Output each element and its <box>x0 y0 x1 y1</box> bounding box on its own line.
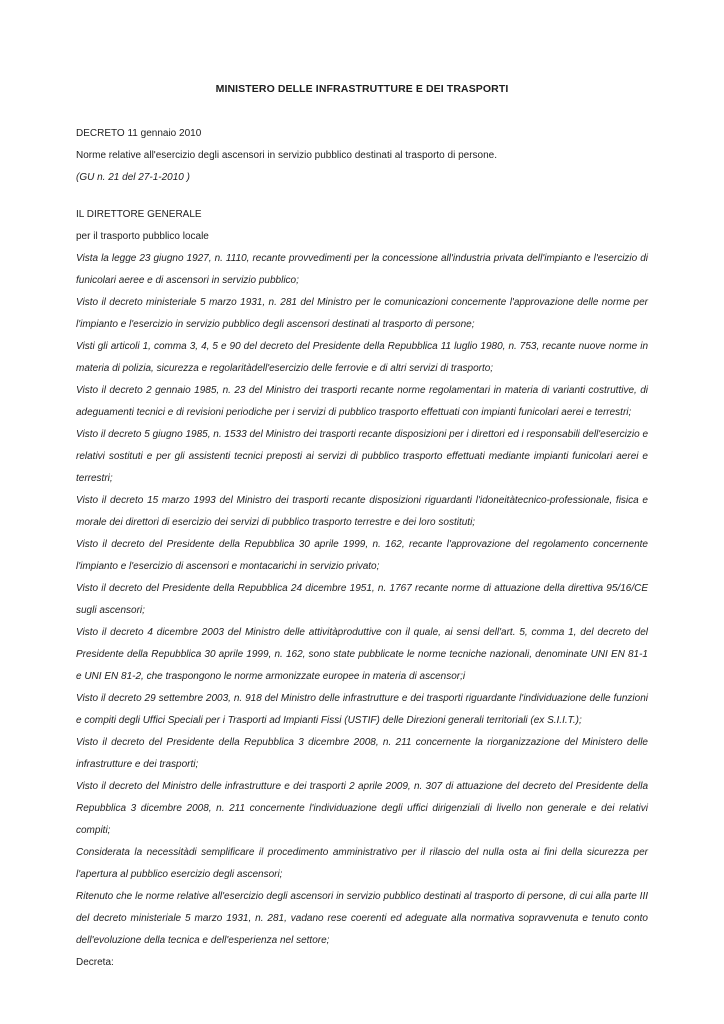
issuer-title: IL DIRETTORE GENERALE <box>76 209 202 220</box>
recital-paragraph: Visto il decreto 29 settembre 2003, n. 918 del Ministro delle infrastrutture e dei trasporti riguardante l'individuazione delle funzioni e compiti degli Uffici Speciali per i Trasporti ad Impianti Fissi (USTIF) delle Direzioni generali territoriali (ex S.I.I.T.); <box>76 693 648 726</box>
issuer-subtitle: per il trasporto pubblico locale <box>76 231 209 242</box>
recital-paragraph: Ritenuto che le norme relative all'esercizio degli ascensori in servizio pubblico destinati al trasporto di persone, di cui alla parte III del decreto ministeriale 5 marzo 1931, n. 281, vadano rese coerenti ed adeguate alla normativa sopravvenuta e tenuto conto dell'evoluzione della tecnica e dell'esperienza nel settore; <box>76 891 648 946</box>
recital-paragraph: Visto il decreto ministeriale 5 marzo 1931, n. 281 del Ministro per le comunicazioni concernente l'approvazione delle norme per l'impianto e l'esercizio in servizio pubblico degli ascensori destinati al trasporto di persone; <box>76 297 648 330</box>
decreta-line: Decreta: <box>76 957 114 968</box>
recital-paragraph: Visto il decreto del Presidente della Repubblica 30 aprile 1999, n. 162, recante l'approvazione del regolamento concernente l'impianto e l'esercizio di ascensori e montacarichi in servizio privato; <box>76 539 648 572</box>
recital-paragraph: Visto il decreto 5 giugno 1985, n. 1533 del Ministro dei trasporti recante disposizioni per i direttori ed i responsabili dell'esercizio e relativi sostituti e per gli assistenti tecnici preposti ai servizi di pubblico trasporto effettuati mediante impianti funicolari aerei e terrestri; <box>76 429 648 484</box>
recital-paragraph: Visto il decreto 15 marzo 1993 del Ministro dei trasporti recante disposizioni riguardanti l'idoneitàtecnico-professionale, fisica e morale dei direttori di esercizio dei servizi di pubblico trasporto terrestre e dei loro sostituti; <box>76 495 648 528</box>
recital-paragraph: Vista la legge 23 giugno 1927, n. 1110, recante provvedimenti per la concessione all'industria privata dell'impianto e l'esercizio di funicolari aeree e di ascensori in servizio pubblico; <box>76 253 648 286</box>
recital-paragraph: Visto il decreto del Presidente della Repubblica 3 dicembre 2008, n. 211 concernente la riorganizzazione del Ministero delle infrastrutture e dei trasporti; <box>76 737 648 770</box>
recital-paragraph: Visto il decreto 4 dicembre 2003 del Ministro delle attivitàproduttive con il quale, ai sensi dell'art. 5, comma 1, del decreto del Presidente della Repubblica 30 aprile 1999, n. 162, sono state pubblicate le norme tecniche nazionali, denominate UNI EN 81-1 e UNI EN 81-2, che traspongono le norme armonizzate europee in materia di ascensor;i <box>76 627 648 682</box>
decree-subject-line: Norme relative all'esercizio degli ascensori in servizio pubblico destinati al trasporto di persone. <box>76 150 498 161</box>
recital-paragraph: Visto il decreto del Presidente della Repubblica 24 dicembre 1951, n. 1767 recante norme di attuazione della direttiva 95/16/CE sugli ascensori; <box>76 583 648 616</box>
recital-paragraph: Visto il decreto 2 gennaio 1985, n. 23 del Ministro dei trasporti recante norme regolamentari in materia di varianti costruttive, di adeguamenti tecnici e di revisioni periodiche per i servizi di pubblico trasporto effettuati con impianti funicolari aerei e terrestri; <box>76 385 648 418</box>
gazette-reference: (GU n. 21 del 27-1-2010 ) <box>76 172 190 183</box>
recital-paragraph: Considerata la necessitàdi semplificare il procedimento amministrativo per il rilascio del nulla osta ai fini della sicurezza per l'apertura al pubblico esercizio degli ascensori; <box>76 847 648 880</box>
recital-paragraph: Visti gli articoli 1, comma 3, 4, 5 e 90 del decreto del Presidente della Repubblica 11 luglio 1980, n. 753, recante nuove norme in materia di polizia, sicurezza e regolaritàdell'esercizio delle ferrovie e di altri servizi di trasporto; <box>76 341 648 374</box>
decree-date-line: DECRETO 11 gennaio 2010 <box>76 128 202 139</box>
recital-paragraph: Visto il decreto del Ministro delle infrastrutture e dei trasporti 2 aprile 2009, n. 307 di attuazione del decreto del Presidente della Repubblica 3 dicembre 2008, n. 211 concernente l'individuazione degli uffici dirigenziali di livello non generale e dei relativi compiti; <box>76 781 648 836</box>
ministry-title: MINISTERO DELLE INFRASTRUTTURE E DEI TRASPORTI <box>215 83 509 95</box>
